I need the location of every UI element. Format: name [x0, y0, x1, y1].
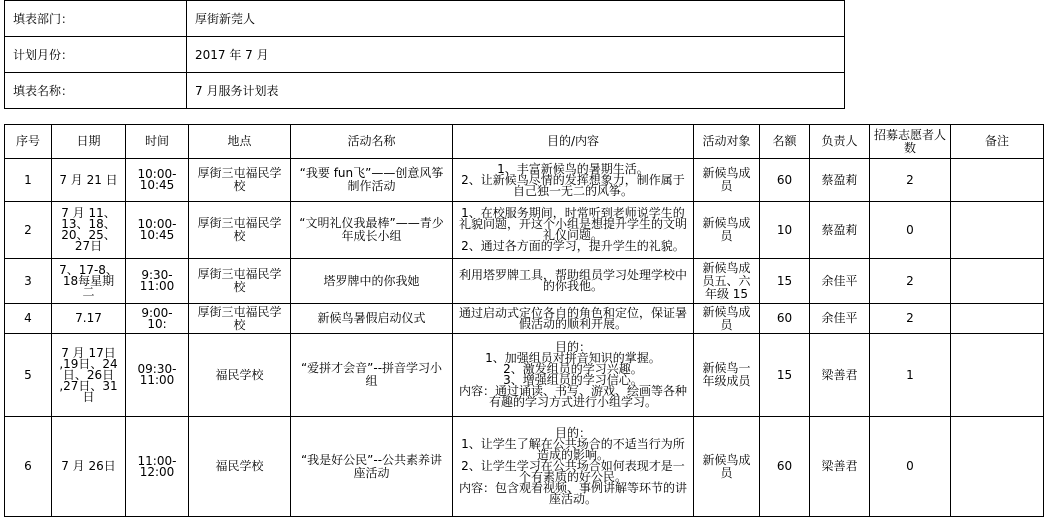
cell-activity-name: “爱拼才会音”--拼音学习小组 [291, 334, 453, 417]
column-header: 地点 [189, 125, 291, 159]
table-row [5, 304, 1044, 334]
cell-date: 7 月 17日 ,19日、24日、26日 ,27日、31日 [52, 334, 126, 417]
cell-activity-name: “我要 fun飞”——创意风筝制作活动 [291, 159, 453, 202]
cell-leader: 余佳平 [810, 259, 870, 304]
cell-target: 新候鸟成员 [694, 159, 760, 202]
header-row [5, 37, 845, 73]
cell-place: 厚街三屯福民学校 [189, 259, 291, 304]
table-row [5, 259, 1044, 304]
content-line: 1、加强组员对拼音知识的掌握。 [485, 351, 661, 365]
cell-date: 7 月 21 日 [52, 159, 126, 202]
cell-place: 厚街三屯福民学校 [189, 159, 291, 202]
cell-activity-name: “我是好公民”--公共素养讲座活动 [291, 417, 453, 517]
cell-date: 7、17-8、18每星期二 [52, 259, 126, 304]
content-line: 2、让学生学习在公共场合如何表现才是一个有素质的好公民。 [461, 459, 685, 484]
header-value: 2017 年 7 月 [187, 37, 845, 73]
cell-target: 新候鸟成员 [694, 304, 760, 334]
cell-leader: 梁善君 [810, 417, 870, 517]
cell-place: 福民学校 [189, 417, 291, 517]
header-row [5, 1, 845, 37]
cell-no: 6 [5, 417, 52, 517]
cell-content [453, 417, 694, 517]
cell-content [453, 304, 694, 334]
content-line: 2、通过各方面的学习，提升学生的礼貌。 [461, 239, 685, 253]
cell-no: 2 [5, 202, 52, 259]
column-header: 备注 [951, 125, 1044, 159]
cell-content [453, 159, 694, 202]
content-line: 通过启动式定位各自的角色和定位，保证暑假活动的顺利开展。 [458, 305, 687, 331]
cell-volunteers: 1 [870, 334, 951, 417]
cell-note [951, 159, 1044, 202]
cell-quota: 10 [760, 202, 810, 259]
cell-note [951, 334, 1044, 417]
cell-content [453, 334, 694, 417]
column-header: 日期 [52, 125, 126, 159]
content-line: 1、让学生了解在公共场合的不适当行为所造成的影响。 [461, 437, 685, 462]
cell-note [951, 417, 1044, 517]
cell-volunteers: 0 [870, 417, 951, 517]
cell-no: 5 [5, 334, 52, 417]
cell-no: 4 [5, 304, 52, 334]
cell-quota: 60 [760, 304, 810, 334]
column-header: 目的/内容 [453, 125, 694, 159]
table-row [5, 334, 1044, 417]
cell-note [951, 202, 1044, 259]
header-label: 填表部门： [5, 1, 187, 37]
cell-place: 厚街三屯福民学校 [189, 202, 291, 259]
cell-leader: 蔡盈莉 [810, 202, 870, 259]
cell-no: 3 [5, 259, 52, 304]
cell-time: 9:00-10: [126, 304, 189, 334]
header-row [5, 73, 845, 109]
cell-time: 11:00-12:00 [126, 417, 189, 517]
cell-date: 7 月 11、13、18、20、25、27日 [52, 202, 126, 259]
cell-place: 厚街三屯福民学校 [189, 304, 291, 334]
cell-target: 新候鸟成员五、六年级 15 [694, 259, 760, 304]
table-row [5, 417, 1044, 517]
content-line: 内容：通过诵读、书写、游戏、绘画等各种有趣的学习方式进行小组学习。 [458, 384, 687, 409]
header-label: 填表名称： [5, 73, 187, 109]
cell-date: 7 月 26日 [52, 417, 126, 517]
header-value: 厚街新莞人 [187, 1, 845, 37]
cell-note [951, 259, 1044, 304]
cell-time: 09:30-11:00 [126, 334, 189, 417]
cell-time: 9:30-11:00 [126, 259, 189, 304]
cell-note [951, 304, 1044, 334]
cell-quota: 60 [760, 417, 810, 517]
content-line: 目的： [554, 426, 591, 440]
content-line: 1、丰富新候鸟的暑期生活。 [497, 161, 649, 176]
cell-leader: 梁善君 [810, 334, 870, 417]
cell-volunteers: 2 [870, 259, 951, 304]
header-value: 7 月服务计划表 [187, 73, 845, 109]
table-header-row [5, 125, 1044, 159]
table-row [5, 202, 1044, 259]
cell-volunteers: 0 [870, 202, 951, 259]
cell-no: 1 [5, 159, 52, 202]
cell-activity-name: 新候鸟暑假启动仪式 [291, 304, 453, 334]
cell-activity-name: “文明礼仪我最棒”——青少年成长小组 [291, 202, 453, 259]
column-header: 活动对象 [694, 125, 760, 159]
content-line: 内容：包含观看视频、事例讲解等环节的讲座活动。 [458, 481, 687, 506]
cell-activity-name: 塔罗牌中的你我她 [291, 259, 453, 304]
service-plan-table [4, 124, 1044, 517]
cell-target: 新候鸟一年级成员 [694, 334, 760, 417]
content-line: 利用塔罗牌工具，帮助组员学习处理学校中的你我他。 [458, 268, 687, 293]
cell-time: 10:00-10:45 [126, 202, 189, 259]
cell-quota: 60 [760, 159, 810, 202]
content-line: 1、在校服务期间，时常听到老师说学生的礼貌问题，开这个小组是想提升学生的文明礼仪问题。 [458, 206, 687, 242]
content-line: 目的： [554, 340, 591, 354]
cell-quota: 15 [760, 259, 810, 304]
cell-content [453, 259, 694, 304]
cell-target: 新候鸟成员 [694, 202, 760, 259]
table-row [5, 159, 1044, 202]
column-header: 序号 [5, 125, 52, 159]
column-header: 时间 [126, 125, 189, 159]
cell-content [453, 202, 694, 259]
column-header: 负责人 [810, 125, 870, 159]
cell-leader: 蔡盈莉 [810, 159, 870, 202]
column-header: 名额 [760, 125, 810, 159]
content-line: 3、增强组员的学习信心。 [503, 373, 643, 387]
cell-quota: 15 [760, 334, 810, 417]
cell-date: 7.17 [52, 304, 126, 334]
cell-volunteers: 2 [870, 159, 951, 202]
header-table [4, 0, 845, 109]
column-header: 招募志愿者人数 [870, 125, 951, 159]
cell-time: 10:00-10:45 [126, 159, 189, 202]
content-line: 2、激发组员的学习兴趣。 [503, 362, 643, 376]
cell-place: 福民学校 [189, 334, 291, 417]
header-label: 计划月份： [5, 37, 187, 73]
cell-volunteers: 2 [870, 304, 951, 334]
column-header: 活动名称 [291, 125, 453, 159]
cell-target: 新候鸟成员 [694, 417, 760, 517]
content-line: 2、让新候鸟尽情的发挥想象力，制作属于自己独一无二的风筝。 [461, 172, 685, 198]
cell-leader: 余佳平 [810, 304, 870, 334]
